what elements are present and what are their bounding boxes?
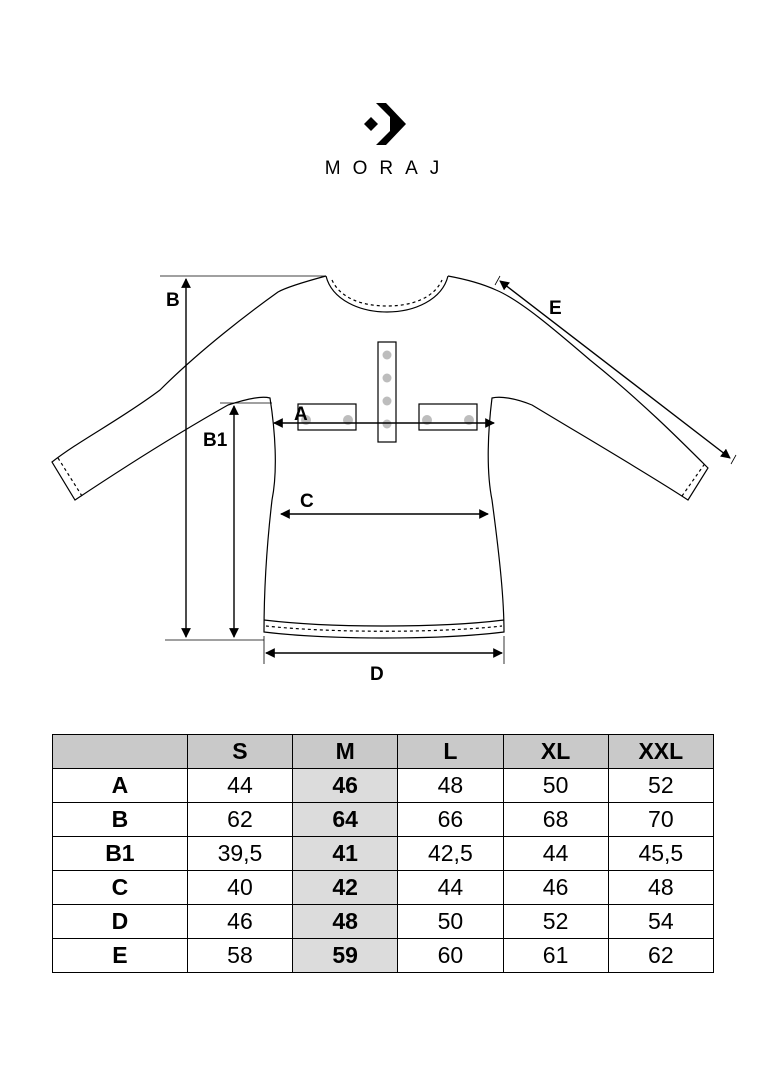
row-label: D — [53, 905, 188, 939]
table-row — [53, 837, 714, 871]
buttons — [301, 351, 474, 429]
table-cell: 60 — [398, 939, 503, 973]
label-b: B — [166, 290, 180, 311]
table-cell: 54 — [608, 905, 713, 939]
table-cell: 61 — [503, 939, 608, 973]
label-b1: B1 — [203, 430, 228, 451]
table-cell: 70 — [608, 803, 713, 837]
table-cell: 46 — [503, 871, 608, 905]
table-cell: 40 — [187, 871, 292, 905]
shirt-outline — [52, 276, 708, 638]
table-cell-highlight: 59 — [293, 939, 398, 973]
table-cell: 48 — [398, 769, 503, 803]
header-cell-s: S — [187, 735, 292, 769]
row-label: B1 — [53, 837, 188, 871]
header-cell-l: L — [398, 735, 503, 769]
table-cell: 50 — [398, 905, 503, 939]
label-c: C — [300, 491, 314, 512]
table-cell-highlight: 46 — [293, 769, 398, 803]
dimension-e-line — [500, 281, 730, 458]
table-row — [53, 803, 714, 837]
table-row — [53, 939, 714, 973]
table-cell-highlight: 42 — [293, 871, 398, 905]
table-cell: 44 — [398, 871, 503, 905]
table-cell: 45,5 — [608, 837, 713, 871]
table-cell: 46 — [187, 905, 292, 939]
row-label: A — [53, 769, 188, 803]
size-table — [52, 734, 714, 973]
size-table-header-row — [53, 735, 714, 769]
table-row — [53, 905, 714, 939]
table-row — [53, 769, 714, 803]
table-cell: 44 — [187, 769, 292, 803]
table-cell: 50 — [503, 769, 608, 803]
table-cell: 44 — [503, 837, 608, 871]
label-e: E — [549, 298, 562, 319]
header-cell-m: M — [293, 735, 398, 769]
label-d: D — [370, 664, 384, 685]
table-cell: 62 — [187, 803, 292, 837]
table-cell: 48 — [608, 871, 713, 905]
header-cell-xl: XL — [503, 735, 608, 769]
table-cell: 66 — [398, 803, 503, 837]
table-cell: 62 — [608, 939, 713, 973]
row-label: C — [53, 871, 188, 905]
label-a: A — [294, 404, 308, 425]
header-cell-corner — [53, 735, 188, 769]
table-cell: 52 — [503, 905, 608, 939]
table-cell: 68 — [503, 803, 608, 837]
table-cell: 52 — [608, 769, 713, 803]
table-row — [53, 871, 714, 905]
table-cell: 42,5 — [398, 837, 503, 871]
table-cell-highlight: 48 — [293, 905, 398, 939]
table-cell: 58 — [187, 939, 292, 973]
brand-name: MORAJ — [324, 158, 452, 179]
table-cell: 39,5 — [187, 837, 292, 871]
header-cell-xxl: XXL — [608, 735, 713, 769]
table-cell-highlight: 64 — [293, 803, 398, 837]
row-label: E — [53, 939, 188, 973]
table-cell-highlight: 41 — [293, 837, 398, 871]
row-label: B — [53, 803, 188, 837]
